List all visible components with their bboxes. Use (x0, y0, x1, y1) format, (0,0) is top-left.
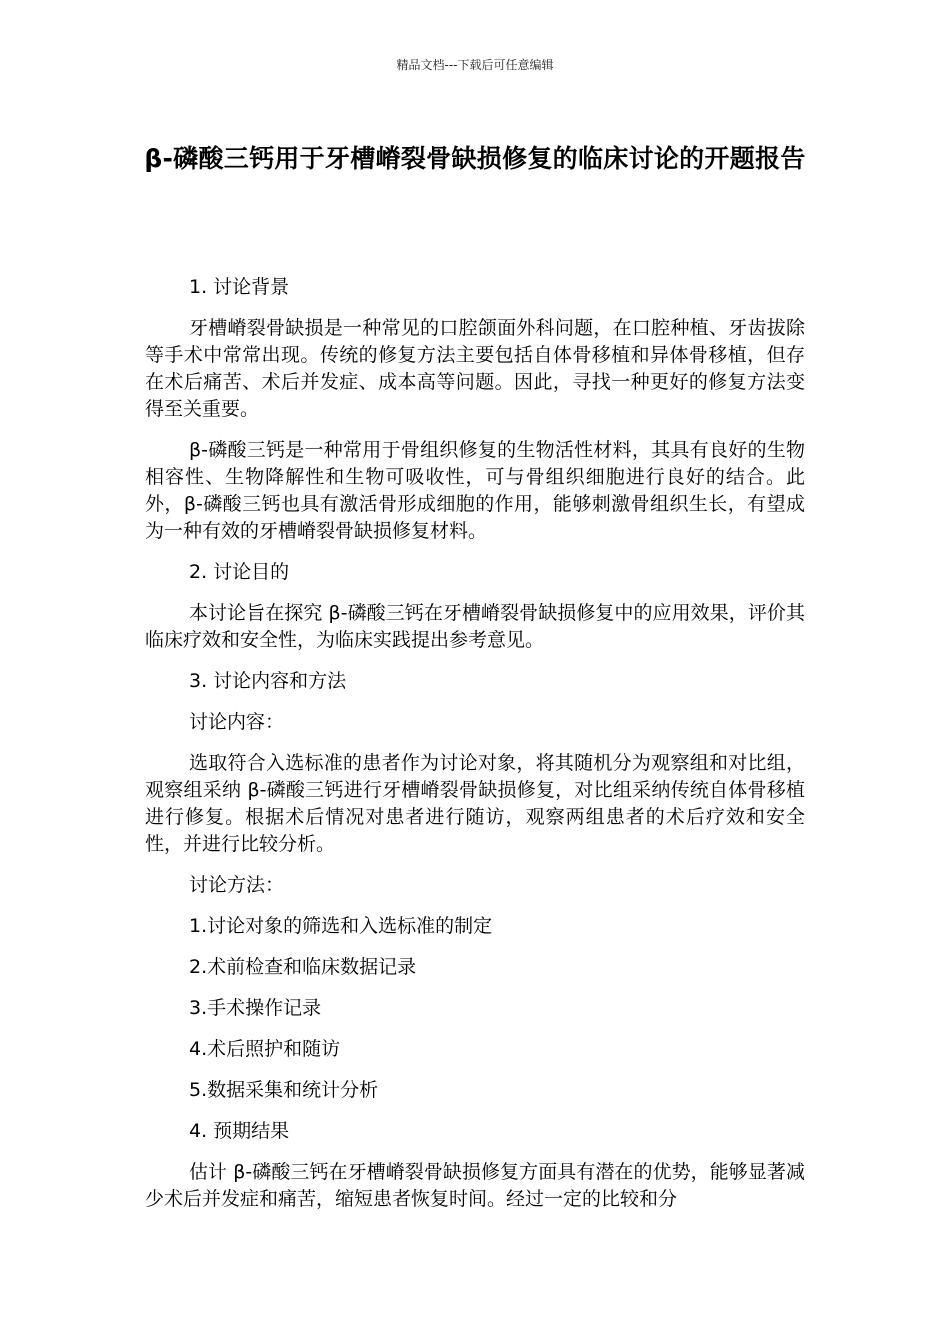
section-heading-purpose: 2. 讨论目的 (189, 561, 290, 583)
list-item: 2.术前检查和临床数据记录 (189, 956, 417, 978)
list-item: 3.手术操作记录 (189, 997, 322, 1019)
subheading-content: 讨论内容： (189, 711, 285, 733)
section-heading-expected-results: 4. 预期结果 (189, 1120, 290, 1142)
section-heading-background: 1. 讨论背景 (189, 276, 290, 298)
list-item: 4.术后照护和随访 (189, 1038, 341, 1060)
list-item: 5.数据采集和统计分析 (189, 1079, 379, 1101)
section-heading-content-methods: 3. 讨论内容和方法 (189, 670, 347, 692)
paragraph-background-2: β-磷酸三钙是一种常用于骨组织修复的生物活性材料，其具有良好的生物相容性、生物降解性和生物可吸收性，可与骨组织细胞进行良好的结合。此外，β-磷酸三钙也具有激活骨形成细胞的作用，能够刺激骨组织生长，有望成为一种有效的牙槽嵴裂骨缺损修复材料。 (145, 439, 805, 542)
paragraph-expected-results: 估计 β-磷酸三钙在牙槽嵴裂骨缺损修复方面具有潜在的优势，能够显著减少术后并发症和痛苦，缩短患者恢复时间。经过一定的比较和分 (145, 1161, 805, 1210)
paragraph-purpose: 本讨论旨在探究 β-磷酸三钙在牙槽嵴裂骨缺损修复中的应用效果，评价其临床疗效和安全性，为临床实践提出参考意见。 (145, 602, 805, 651)
header-note: 精品文档---下载后可任意编辑 (396, 58, 554, 72)
subheading-methods: 讨论方法： (189, 874, 285, 896)
paragraph-content: 选取符合入选标准的患者作为讨论对象，将其随机分为观察组和对比组，观察组采纳 β-磷酸三钙进行牙槽嵴裂骨缺损修复，对比组采纳传统自体骨移植进行修复。根据术后情况对患者进行随访，观察两组患者的术后疗效和安全性，并进行比较分析。 (145, 752, 805, 855)
list-item: 1.讨论对象的筛选和入选标准的制定 (189, 915, 493, 937)
document-body (145, 274, 805, 1227)
document-title: β-磷酸三钙用于牙槽嵴裂骨缺损修复的临床讨论的开题报告 (144, 144, 806, 173)
paragraph-background-1: 牙槽嵴裂骨缺损是一种常见的口腔颌面外科问题，在口腔种植、牙齿拔除等手术中常常出现。传统的修复方法主要包括自体骨移植和异体骨移植，但存在术后痛苦、术后并发症、成本高等问题。因此，寻找一种更好的修复方法变得至关重要。 (145, 317, 805, 420)
